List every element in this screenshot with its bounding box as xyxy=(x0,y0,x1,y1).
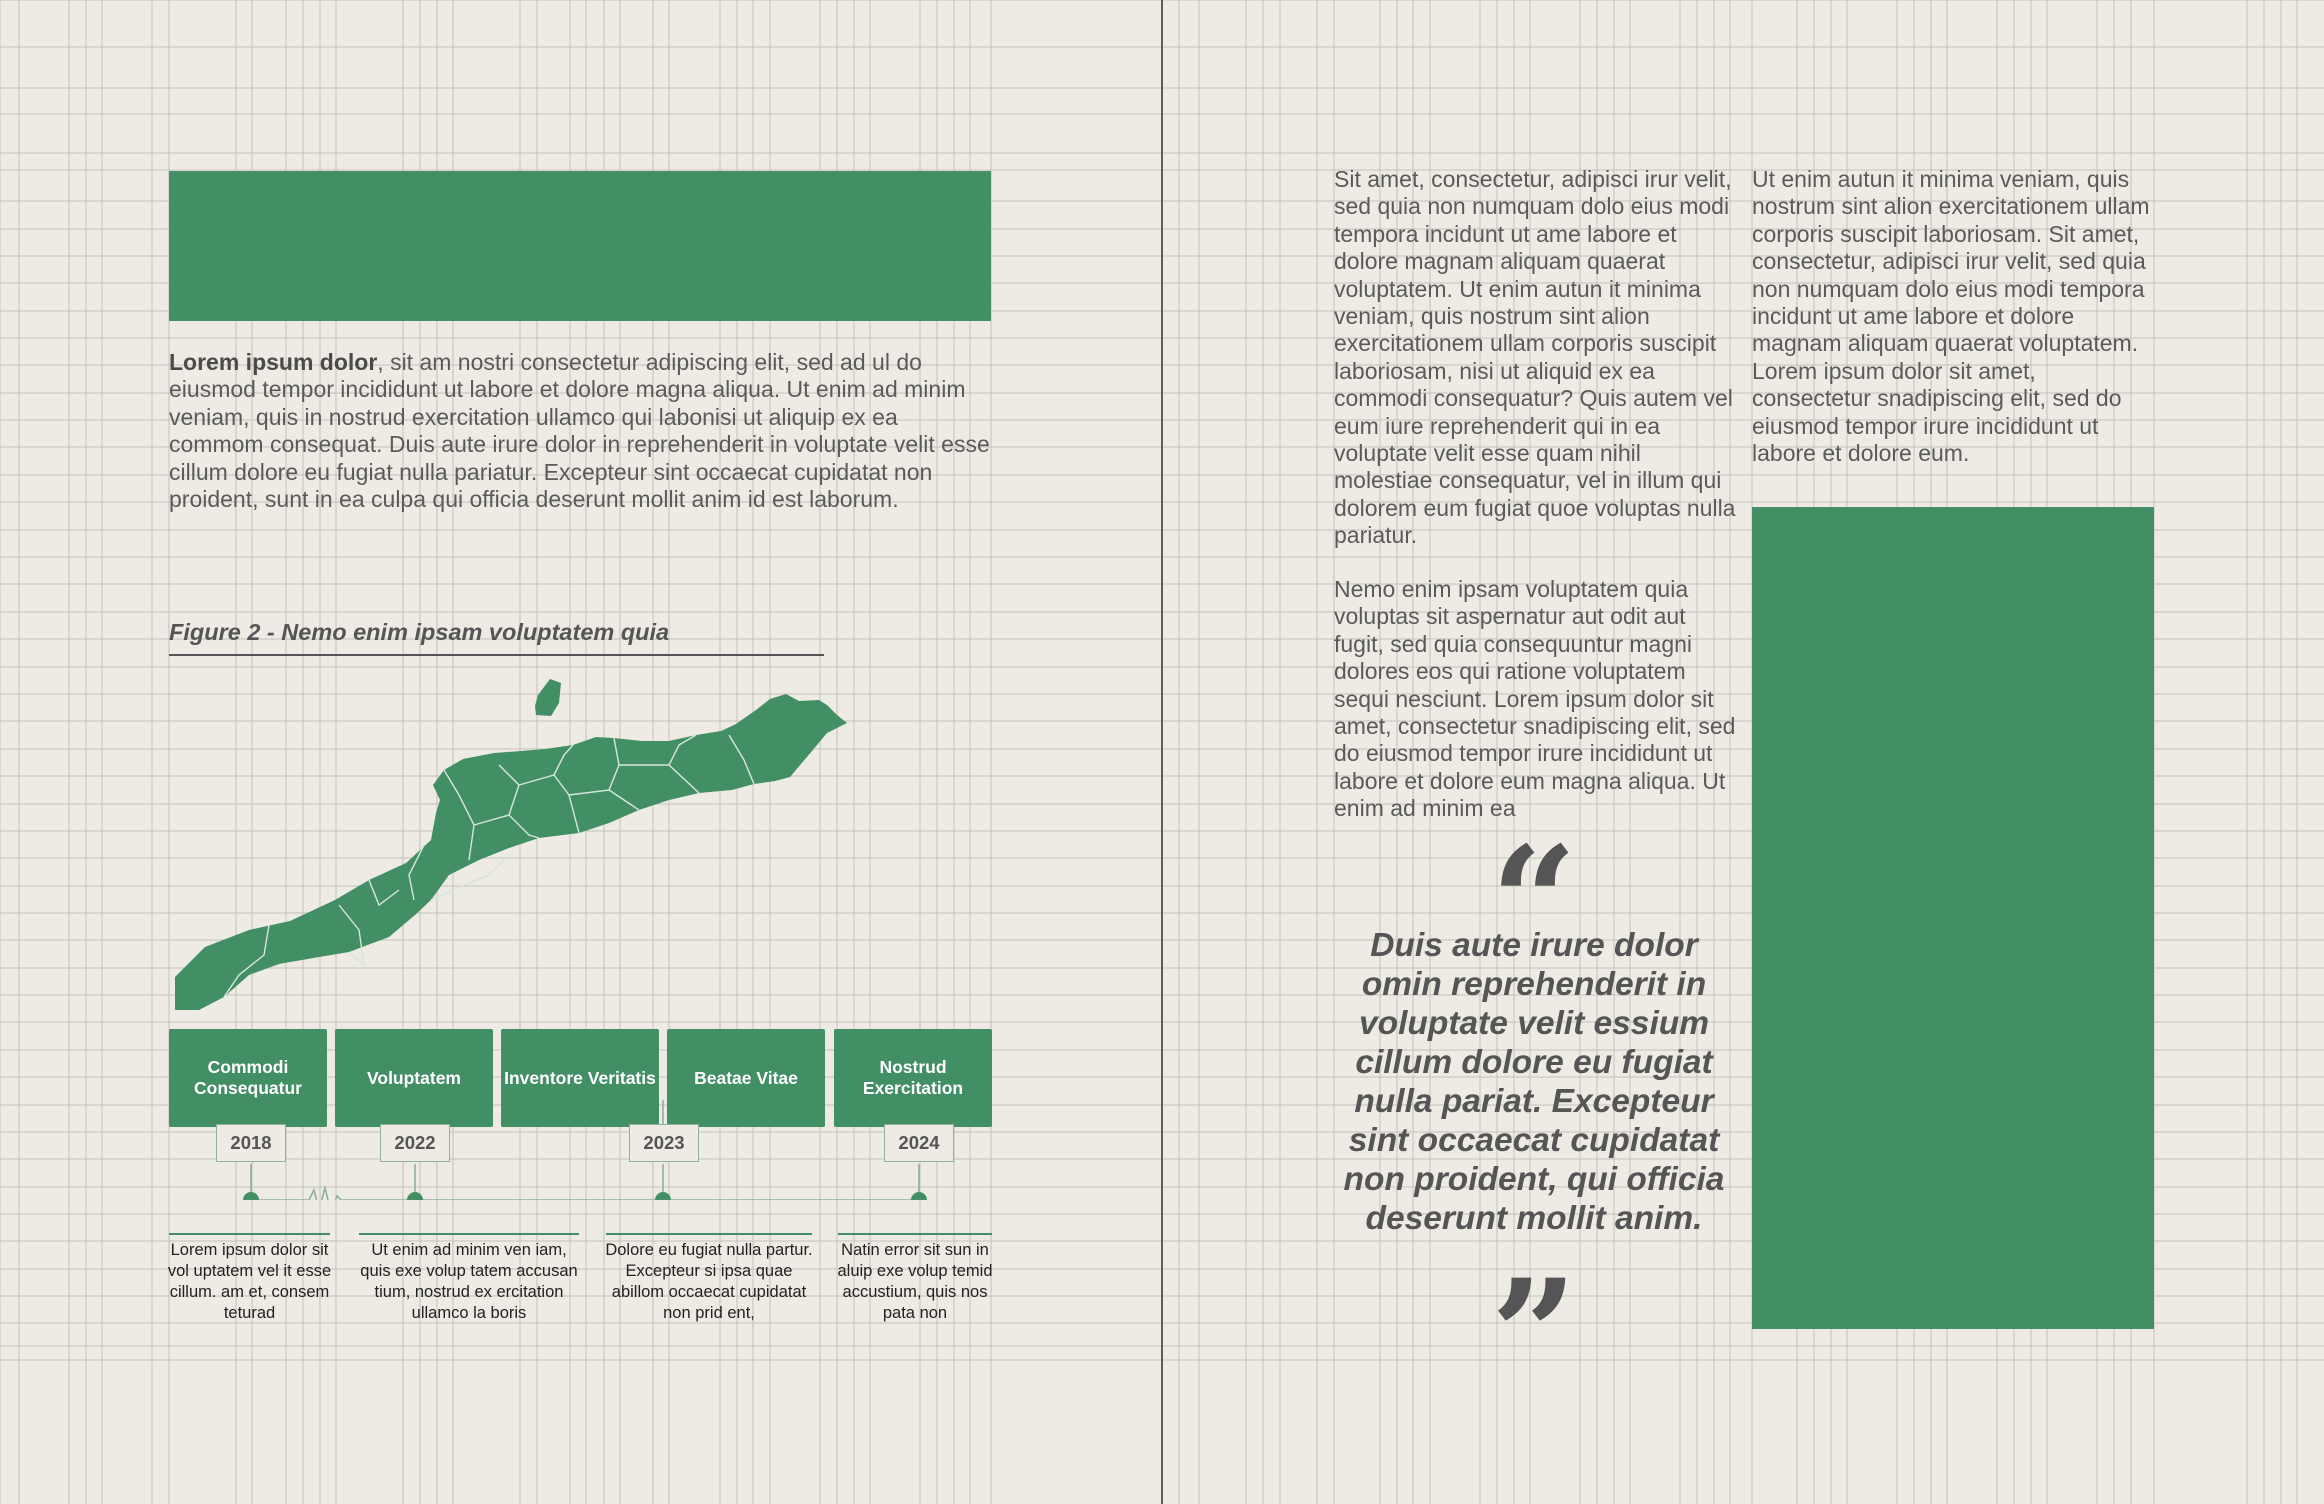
island-map xyxy=(169,675,997,1025)
body-column-2-paragraph-1: Ut enim autun it minima veniam, quis nostrum sint alion exercitationem ullam corporis suscipit laboriosam. Sit amet, consectetur, adipisci irur velit, sed quia non numquam dolo eius modi tempora incidunt ut ame labore et dolore magnam aliquam quaerat voluptatem. Lorem ipsum dolor sit amet, consectetur snadipiscing elit, sed do eiusmod tempor irure incididunt ut labore et dolore eum. xyxy=(1752,166,2150,467)
header-image-placeholder xyxy=(169,171,991,321)
pull-quote: Duis aute irure dolor omin reprehenderit in voluptate velit essium cillum dolore eu fugiat nulla pariat. Excepteur sint occaecat cupidatat non proident, qui officia deserunt mollit anim. xyxy=(1343,927,1725,1237)
map-islet xyxy=(535,679,561,716)
timeline-desc-1: Lorem ipsum dolor sit vol uptatem vel it esse cillum. am et, consem teturad xyxy=(167,1241,332,1322)
timeline-box-3: Inventore Veritatis xyxy=(501,1029,659,1127)
timeline-dot-2024 xyxy=(911,1192,927,1200)
close-quote-icon: ” xyxy=(1490,1260,1578,1350)
timeline-box-2: Voluptatem xyxy=(335,1029,493,1127)
timeline-box-1: Commodi Consequatur xyxy=(169,1029,327,1127)
side-image-placeholder xyxy=(1752,507,2154,1329)
intro-paragraph xyxy=(169,349,995,513)
page-spine xyxy=(1161,0,1163,1504)
timeline-year-1: 2018 xyxy=(216,1124,286,1162)
timeline-box-4: Beatae Vitae xyxy=(667,1029,825,1127)
intro-lead: Lorem ipsum dolor xyxy=(169,349,378,375)
body-column-1-paragraph-1: Sit amet, consectetur, adipisci irur velit, sed quia non numquam dolo eius modi tempora incidunt ut ame labore et dolore magnam aliquam quaerat voluptatem. Ut enim autun it minima veniam, quis nostrum sint alion exercitationem ullam corporis suscipit laboriosam, nisi ut aliquid ex ea commodi consequatur? Quis autem vel eum iure reprehenderit qui in ea voluptate velit esse quam nihil molestiae consequatur, vel in illum qui dolorem eum fugiat quoe voluptas nulla pariatur. xyxy=(1334,166,1736,549)
figure-caption-rule xyxy=(169,654,824,656)
timeline-dot-2022 xyxy=(407,1192,423,1200)
intro-text: , sit am nostri consectetur adipiscing elit, sed ad ul do eiusmod tempor incididunt ut labore et dolore magna aliqua. Ut enim ad minim veniam, quis in nostrud exercitation ullamco qui labonisi ut aliquip ex ea commom consequat. Duis aute irure dolor in reprehenderit in voluptate velit esse cillum dolore eu fugiat nulla pariatur. Excepteur sint occaecat cupidatat non proident, sunt in ea culpa qui officia deserunt mollit anim id est laborum. xyxy=(169,349,990,513)
timeline-desc-rule-2 xyxy=(359,1233,579,1235)
timeline-box-5: Nostrud Exercitation xyxy=(834,1029,992,1127)
timeline-desc-rule-3 xyxy=(606,1233,812,1235)
timeline-year-2: 2022 xyxy=(380,1124,450,1162)
body-column-1-paragraph-2: Nemo enim ipsam voluptatem quia voluptas sit aspernatur aut odit aut fugit, sed quia consequuntur magni dolores eos qui ratione voluptatem sequi nesciunt. Lorem ipsum dolor sit amet, consectetur snadipiscing elit, sed do eiusmod tempor irure incididunt ut labore et dolore eum magna aliqua. Ut enim ad minim ea xyxy=(1334,576,1736,822)
timeline-year-3: 2023 xyxy=(629,1124,699,1162)
timeline-desc-rule-5 xyxy=(838,1233,992,1235)
map-mainland xyxy=(175,694,847,1010)
timeline-desc-2: Ut enim ad minim ven iam, quis exe volup tatem accusan tium, nostrud ex ercitation ullamco la boris xyxy=(360,1241,578,1322)
timeline-dot-2023 xyxy=(655,1192,671,1200)
timeline-desc-rule-1 xyxy=(169,1233,330,1235)
timeline-dot-2018 xyxy=(243,1192,259,1200)
timeline-desc-3: Dolore eu fugiat nulla partur. Excepteur si ipsa quae abillom occaecat cupidatat non prid ent, xyxy=(605,1241,813,1322)
open-quote-icon: “ xyxy=(1490,827,1578,917)
timeline-year-5: 2024 xyxy=(884,1124,954,1162)
timeline-desc-5: Natin error sit sun in aluip exe volup temid accustium, quis nos pata non xyxy=(837,1241,993,1322)
figure-caption: Figure 2 - Nemo enim ipsam voluptatem quia xyxy=(169,619,670,645)
